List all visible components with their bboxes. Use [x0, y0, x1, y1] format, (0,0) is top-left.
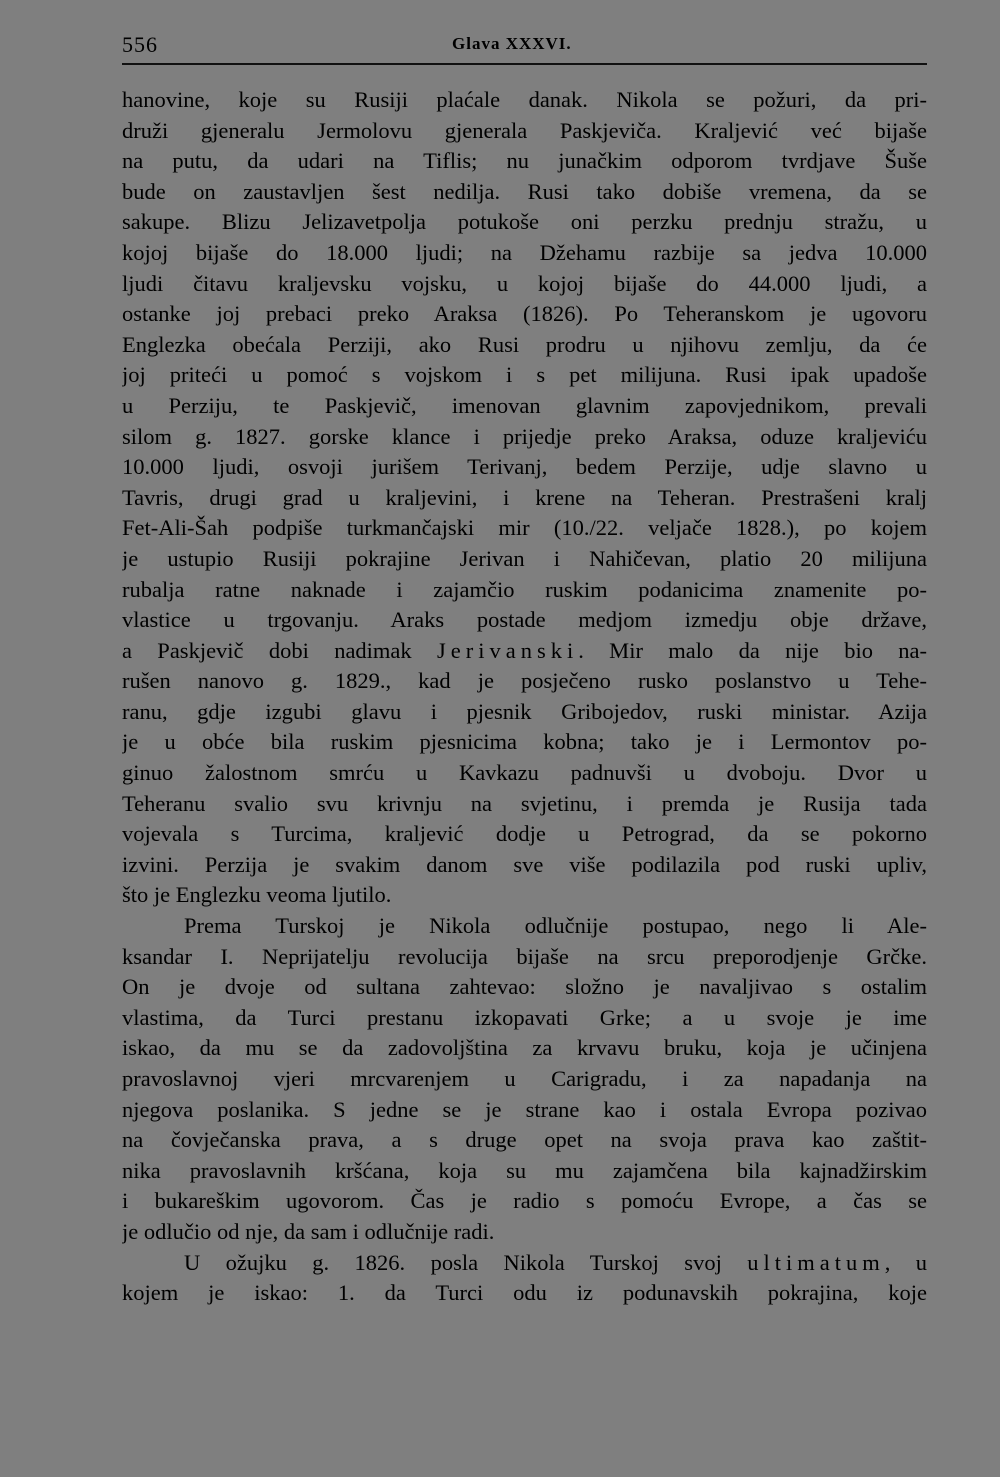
- text-line: bude on zaustavljen šest nedilja. Rusi tako dobiše vremena, da se: [122, 178, 927, 204]
- page-header: [122, 30, 927, 64]
- text-line: ostanke joj prebaci preko Araksa (1826). Po Teheranskom je ugovoru: [122, 301, 927, 327]
- text-line: Teheranu svalio svu krivnju na svjetinu, i premda je Rusija tada: [122, 790, 927, 816]
- text-line: joj priteći u pomoć s vojskom i s pet milijuna. Rusi ipak upadoše: [122, 362, 927, 388]
- text-line: vojevala s Turcima, kraljević dodje u Petrograd, da se pokorno: [122, 821, 927, 847]
- text-line: nika pravoslavnih kršćana, koja su mu zajamčena bila kajnadžirskim: [122, 1157, 927, 1183]
- text-segment: U ožujku g. 1826. posla Nikola Turskoj svoj: [184, 1249, 748, 1275]
- text-line: u Perziju, te Paskjevič, imenovan glavnim zapovjednikom, prevali: [122, 392, 927, 418]
- text-line: [122, 636, 927, 667]
- text-segment: . Mir malo da nije bio na-: [578, 637, 927, 663]
- emphasized-word: Jerivanski: [437, 637, 579, 663]
- emphasized-word: ultimatum: [747, 1249, 885, 1275]
- page-number: 556: [122, 32, 158, 57]
- header-rule: [122, 63, 927, 65]
- chapter-heading: Glava XXXVI.: [452, 34, 572, 53]
- text-segment: a Paskjevič dobi nadimak: [122, 637, 437, 663]
- text-line: ginuo žalostnom smrću u Kavkazu padnuvši u dvoboju. Dvor u: [122, 760, 927, 786]
- text-line: je odlučio od nje, da sam i odlučnije radi.: [122, 1218, 495, 1244]
- text-line: sakupe. Blizu Jelizavetpolja potukoše oni perzku prednju stražu, u: [122, 209, 927, 235]
- text-line: rušen nanovo g. 1829., kad je posječeno rusko poslanstvo u Tehe-: [122, 668, 927, 694]
- text-line: 10.000 ljudi, osvoji jurišem Terivanj, bedem Perzije, udje slavno u: [122, 454, 927, 480]
- text-line: On je dvoje od sultana zahtevao: složno je navaljivao s ostalim: [122, 974, 927, 1000]
- text-line: [122, 1248, 927, 1279]
- text-segment: , u: [884, 1249, 927, 1275]
- text-line: je u obće bila ruskim pjesnicima kobna; tako je i Lermontov po-: [122, 729, 927, 755]
- text-line: iskao, da mu se da zadovoljština za krvavu bruku, koja je učinjena: [122, 1035, 927, 1061]
- text-line: i bukareškim ugovorom. Čas je radio s pomoću Evrope, a čas se: [122, 1188, 927, 1214]
- text-line: pravoslavnoj vjeri mrcvarenjem u Carigradu, i za napadanja na: [122, 1066, 927, 1091]
- text-line: vlastice u trgovanju. Araks postade medjom izmedju obje države,: [122, 607, 927, 633]
- text-line: na putu, da udari na Tiflis; nu junačkim odporom tvrdjave Šuše: [122, 148, 927, 174]
- text-line: ranu, gdje izgubi glavu i pjesnik Gribojedov, ruski ministar. Azija: [122, 698, 927, 724]
- body-text: [122, 85, 927, 1309]
- text-line: izvini. Perzija je svakim danom sve više podilazila pod ruski upliv,: [122, 851, 927, 877]
- text-line: što je Englezku veoma ljutilo.: [122, 882, 392, 908]
- text-line: hanovine, koje su Rusiji plaćale danak. Nikola se požuri, da pri-: [122, 87, 927, 112]
- text-line: rubalja ratne naknade i zajamčio ruskim podanicima znamenite po-: [122, 576, 927, 602]
- text-line: Tavris, drugi grad u kraljevini, i krene na Teheran. Prestrašeni kralj: [122, 484, 927, 510]
- text-line: na čovječanska prava, a s druge opet na svoja prava kao zaštit-: [122, 1127, 927, 1153]
- text-line: kojem je iskao: 1. da Turci odu iz podunavskih pokrajina, koje: [122, 1280, 927, 1306]
- text-line: Englezka obećala Perziji, ako Rusi prodru u njihovu zemlju, da će: [122, 331, 927, 357]
- text-line: ljudi čitavu kraljevsku vojsku, u kojoj bijaše do 44.000 ljudi, a: [122, 270, 927, 296]
- text-line: druži gjeneralu Jermolovu gjenerala Paskjeviča. Kraljević već bijaše: [122, 117, 927, 143]
- text-line: Fet-Ali-Šah podpiše turkmančajski mir (10./22. veljače 1828.), po kojem: [122, 515, 927, 541]
- text-line: ksandar I. Neprijatelju revolucija bijaše na srcu preporodjenje Grčke.: [122, 943, 927, 969]
- text-line: vlastima, da Turci prestanu izkopavati Grke; a u svoje je ime: [122, 1004, 927, 1030]
- text-line: Prema Turskoj je Nikola odlučnije postupao, nego li Ale-: [184, 913, 927, 939]
- text-line: je ustupio Rusiji pokrajine Jerivan i Nahičevan, platio 20 milijuna: [122, 545, 927, 571]
- text-line: kojoj bijaše do 18.000 ljudi; na Džehamu razbije sa jedva 10.000: [122, 239, 927, 265]
- text-line: silom g. 1827. gorske klance i prijedje preko Araksa, oduze kraljeviću: [122, 423, 927, 449]
- text-line: njegova poslanika. S jedne se je strane kao i ostala Evropa pozivao: [122, 1096, 927, 1122]
